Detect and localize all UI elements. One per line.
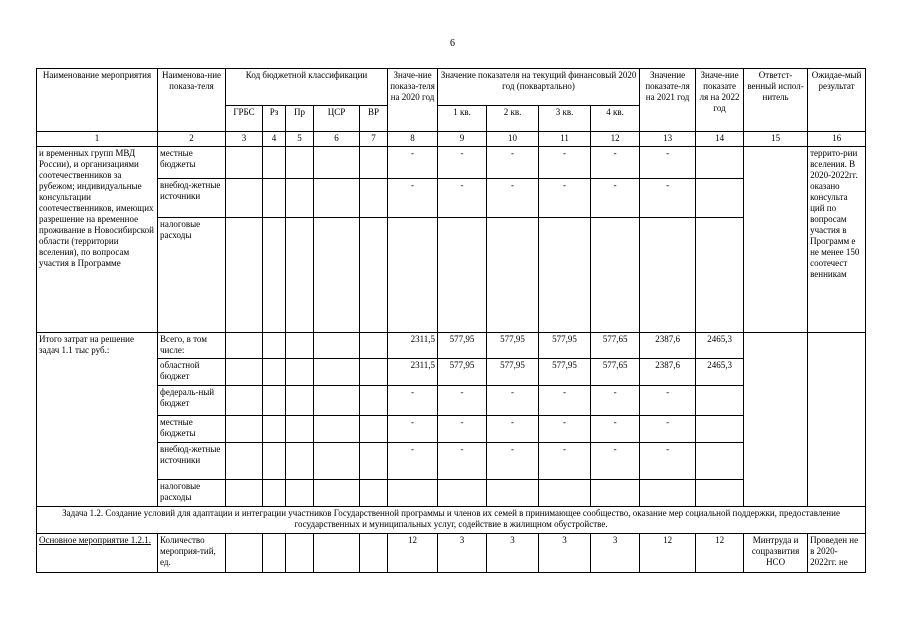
header-q3: 3 кв. <box>539 106 591 132</box>
col-number: 4 <box>263 132 286 147</box>
col-number: 11 <box>539 132 591 147</box>
value-2021: - <box>640 147 696 179</box>
col-number: 12 <box>591 132 640 147</box>
task-row <box>37 507 866 534</box>
value-q4: - <box>591 443 640 480</box>
value-2021: 2387,6 <box>640 359 696 386</box>
header-q2: 2 кв. <box>487 106 539 132</box>
value-q4: 577,65 <box>591 333 640 359</box>
expected-result: террито-рии вселения. В 2020-2022гг. оказано консульта ций по вопросам участия в Программ е не менее 150 соотечест венникам <box>808 147 866 333</box>
value-q4: - <box>591 416 640 443</box>
header-2022-value: Значе-ние показате ля на 2022 год <box>696 69 744 132</box>
indicator-name: Количество мероприя-тий, ед. <box>158 534 226 573</box>
value-2021: - <box>640 386 696 416</box>
header-pr: Пр <box>286 106 314 132</box>
table-row <box>37 147 866 179</box>
value-2020: - <box>388 416 438 443</box>
event-name <box>37 534 158 573</box>
col-number: 8 <box>388 132 438 147</box>
page-number: 6 <box>450 38 455 49</box>
table-row <box>37 359 866 386</box>
header-event: Наименование мероприятия <box>37 69 158 132</box>
table-row <box>37 480 866 507</box>
value-q1: - <box>438 416 487 443</box>
value-q3: - <box>539 179 591 218</box>
indicator-name: внебюд-жетные источники <box>158 179 226 218</box>
col-number: 9 <box>438 132 487 147</box>
header-vr: ВР <box>360 106 388 132</box>
value-q2: - <box>487 386 539 416</box>
value-q3: 3 <box>539 534 591 573</box>
task-description: Задача 1.2. Создание условий для адаптации и интеграции участников Государственной программы и членов их семей в принимающее сообщество, оказание мер социальной поддержки, предоставление государственных и муниципальных услуг, содействие в жилищном обустройстве. <box>37 507 866 534</box>
header-result: Ожидае-мый результат <box>808 69 866 132</box>
value-2022: 12 <box>696 534 744 573</box>
indicator-name: внебюд-жетные источники <box>158 443 226 480</box>
value-2020: 2311,5 <box>388 359 438 386</box>
indicator-name: федераль-ный бюджет <box>158 386 226 416</box>
indicator-name: местные бюджеты <box>158 416 226 443</box>
col-number: 6 <box>314 132 360 147</box>
header-grbs: ГРБС <box>226 106 263 132</box>
header-q4: 4 кв. <box>591 106 640 132</box>
value-q3: - <box>539 386 591 416</box>
value-2021: - <box>640 443 696 480</box>
value-2022: 2465,3 <box>696 333 744 359</box>
value-2020: - <box>388 147 438 179</box>
header-quarterly: Значение показателя на текущий финансовый 2020 год (поквартально) <box>438 69 640 106</box>
value-2021: - <box>640 416 696 443</box>
header-row-1 <box>37 69 866 106</box>
value-2020: - <box>388 443 438 480</box>
value-q2: - <box>487 179 539 218</box>
indicator-name: налоговые расходы <box>158 218 226 333</box>
program-table <box>36 68 866 573</box>
col-number: 3 <box>226 132 263 147</box>
value-q1: 3 <box>438 534 487 573</box>
value-q1: - <box>438 179 487 218</box>
value-q4: - <box>591 386 640 416</box>
value-q4: 3 <box>591 534 640 573</box>
table-row <box>37 386 866 416</box>
col-number: 2 <box>158 132 226 147</box>
value-q2: - <box>487 443 539 480</box>
column-numbers-row <box>37 132 866 147</box>
value-q4: - <box>591 179 640 218</box>
value-q1: - <box>438 386 487 416</box>
total-label: Итого затрат на решение задач 1.1 тыс руб.: <box>37 333 158 507</box>
header-q1: 1 кв. <box>438 106 487 132</box>
value-2021: 12 <box>640 534 696 573</box>
table-row <box>37 218 866 333</box>
event-name: и временных групп МВД России), и организациями соотечественников за рубежом; индивидуальные консультации соотечественников, имеющих разрешение на временное проживание в Новосибирской области (территории вселения), по вопросам участия в Программе <box>37 147 158 333</box>
value-2020: - <box>388 179 438 218</box>
header-indicator: Наименова-ние показа-теля <box>158 69 226 132</box>
value-q3: 577,95 <box>539 359 591 386</box>
value-q4: - <box>591 147 640 179</box>
value-2020: - <box>388 386 438 416</box>
value-q1: - <box>438 147 487 179</box>
header-2020-value: Значе-ние показа-теля на 2020 год <box>388 69 438 132</box>
table-row <box>37 416 866 443</box>
indicator-name: Всего, в том числе: <box>158 333 226 359</box>
value-q3: - <box>539 147 591 179</box>
table-row <box>37 443 866 480</box>
col-number: 16 <box>808 132 866 147</box>
indicator-name: налоговые расходы <box>158 480 226 507</box>
col-number: 10 <box>487 132 539 147</box>
header-kbk: Код бюджетной классификации <box>226 69 388 106</box>
col-number: 5 <box>286 132 314 147</box>
header-executor: Ответст-венный испол-нитель <box>744 69 808 132</box>
header-2021-value: Значение показате-ля на 2021 год <box>640 69 696 132</box>
col-number: 14 <box>696 132 744 147</box>
value-2021: 2387,6 <box>640 333 696 359</box>
value-q1: - <box>438 443 487 480</box>
table-row <box>37 534 866 573</box>
value-q1: 577,95 <box>438 333 487 359</box>
col-number: 13 <box>640 132 696 147</box>
value-q3: 577,95 <box>539 333 591 359</box>
value-q3: - <box>539 416 591 443</box>
indicator-name: местные бюджеты <box>158 147 226 179</box>
col-number: 1 <box>37 132 158 147</box>
main-event-link: Основное мероприятие 1.2.1. <box>39 535 151 545</box>
header-csr: ЦСР <box>314 106 360 132</box>
value-q4: 577,65 <box>591 359 640 386</box>
value-2022: 2465,3 <box>696 359 744 386</box>
executor: Минтруда и соцразвития НСО <box>744 534 808 573</box>
value-q2: - <box>487 416 539 443</box>
value-q2: 577,95 <box>487 359 539 386</box>
value-q1: 577,95 <box>438 359 487 386</box>
value-2020: 2311,5 <box>388 333 438 359</box>
value-2020: 12 <box>388 534 438 573</box>
value-q2: 3 <box>487 534 539 573</box>
value-q2: - <box>487 147 539 179</box>
table-row <box>37 333 866 359</box>
value-2021: - <box>640 179 696 218</box>
value-q2: 577,95 <box>487 333 539 359</box>
col-number: 7 <box>360 132 388 147</box>
expected-result: Проведен не в 2020-2022гг. не <box>808 534 866 573</box>
col-number: 15 <box>744 132 808 147</box>
table-row <box>37 179 866 218</box>
indicator-name: областной бюджет <box>158 359 226 386</box>
value-q3: - <box>539 443 591 480</box>
header-rz: Рз <box>263 106 286 132</box>
